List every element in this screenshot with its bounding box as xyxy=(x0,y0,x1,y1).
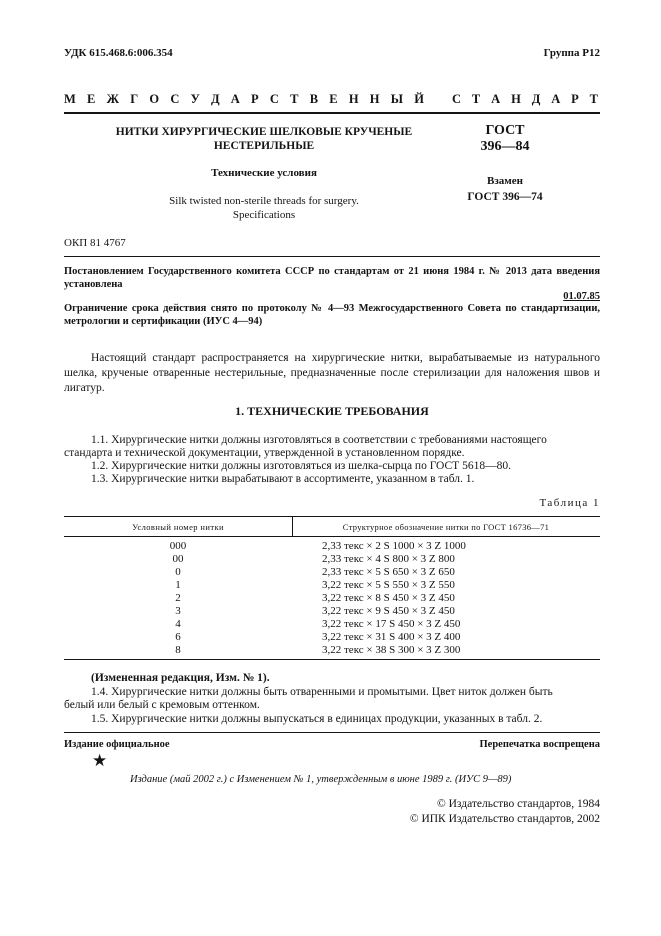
banner-letter: У xyxy=(190,92,200,106)
banner-letter: Н xyxy=(511,92,521,106)
table-header-rule xyxy=(64,536,600,537)
clause-1-2: 1.2. Хирургические нитки должны изготовляться из шелка-сырца по ГОСТ 5618—80. xyxy=(91,460,511,472)
banner-letter: Д xyxy=(210,92,220,106)
table-row xyxy=(64,644,600,656)
table-body xyxy=(64,540,600,660)
title-line-1: НИТКИ ХИРУРГИЧЕСКИЕ ШЕЛКОВЫЕ КРУЧЕНЫЕ xyxy=(115,126,413,138)
thread-structure-cell: 3,22 текс × 17 S 450 × 3 Z 450 xyxy=(322,618,461,630)
banner-rule xyxy=(64,112,600,114)
section-heading: 1. ТЕХНИЧЕСКИЕ ТРЕБОВАНИЯ xyxy=(235,404,429,418)
okp-code: ОКП 81 4767 xyxy=(64,237,126,249)
table-row xyxy=(64,566,600,578)
table-bottom-rule xyxy=(64,659,600,660)
clause-1-3: 1.3. Хирургические нитки вырабатывают в ассортименте, указанном в табл. 1. xyxy=(91,473,475,485)
banner-letter: Н xyxy=(369,92,380,106)
clause-1-1-line-2: стандарта и технической документации, утвержденной в установленном порядке. xyxy=(64,447,465,459)
table-top-rule xyxy=(64,516,600,517)
banner-interstate xyxy=(64,92,424,106)
thread-number-cell: 3 xyxy=(175,605,181,617)
banner-letter: С xyxy=(452,92,462,106)
banner-letter: М xyxy=(64,92,76,106)
thread-number-cell: 6 xyxy=(175,631,181,643)
banner-letter: Т xyxy=(290,92,299,106)
copyright-2002: © ИПК Издательство стандартов, 2002 xyxy=(409,813,600,825)
banner-letter: А xyxy=(491,92,501,106)
intro-paragraph: Настоящий стандарт распространяется на хирургические нитки, вырабатываемые из натурального шелка, крученые отваренные нестерильные, предназначенные после стерилизации для наложения швов и лигатур. xyxy=(64,352,600,394)
banner-letter: С xyxy=(170,92,180,106)
thread-structure-cell: 2,33 текс × 5 S 650 × 3 Z 650 xyxy=(322,566,455,578)
table-row xyxy=(64,579,600,591)
table-caption: Таблица 1 xyxy=(539,497,600,509)
udk-code: УДК 615.468.6:006.354 xyxy=(64,47,173,59)
replaces-label: Взамен xyxy=(487,175,523,187)
limitation-note: Ограничение срока действия снято по протоколу № 4—93 Межгосударственного Совета по стандартизации, метрологии и сертификации (ИУС 4—94) xyxy=(64,303,600,327)
banner-letter: Ж xyxy=(106,92,119,106)
clause-1-5: 1.5. Хирургические нитки должны выпускаться в единицах продукции, указанных в табл. 2. xyxy=(91,713,543,725)
banner-letter: О xyxy=(149,92,160,106)
thread-number-cell: 2 xyxy=(175,592,181,604)
thread-structure-cell: 3,22 текс × 8 S 450 × 3 Z 450 xyxy=(322,592,455,604)
banner-letter: Ы xyxy=(390,92,404,106)
okp-rule xyxy=(64,256,600,257)
banner-letter: А xyxy=(551,92,561,106)
thread-number-cell: 8 xyxy=(175,644,181,656)
thread-number-cell: 1 xyxy=(175,579,181,591)
clause-1-1-line-1: 1.1. Хирургические нитки должны изготовляться в соответствии с требованиями настоящего xyxy=(91,434,547,446)
banner-letter: Н xyxy=(348,92,359,106)
table-row xyxy=(64,605,600,617)
replaces-gost: ГОСТ 396—74 xyxy=(467,191,543,203)
banner-letter: Р xyxy=(571,92,579,106)
footer-rule xyxy=(64,732,600,733)
title-line-2: НЕСТЕРИЛЬНЫЕ xyxy=(213,140,315,152)
thread-structure-cell: 3,22 текс × 9 S 450 × 3 Z 450 xyxy=(322,605,455,617)
gost-label: ГОСТ xyxy=(485,123,525,138)
table-header-number: Условный номер нитки xyxy=(132,522,224,532)
decree-text: Постановлением Государственного комитета СССР по стандартам от 21 июня 1984 г. № 2013 дата введения установлена xyxy=(64,266,600,290)
banner-letter: Т xyxy=(589,92,598,106)
banner-letter: Т xyxy=(471,92,481,106)
english-title-2: Specifications xyxy=(232,209,296,221)
thread-structure-cell: 3,22 текс × 31 S 400 × 3 Z 400 xyxy=(322,631,461,643)
table-row xyxy=(64,592,600,604)
banner-letter: А xyxy=(230,92,240,106)
banner-letter: Д xyxy=(531,92,541,106)
subtitle: Технические условия xyxy=(211,167,317,179)
clause-1-4-line-1: 1.4. Хирургические нитки должны быть отваренными и промытыми. Цвет ниток должен быть xyxy=(91,686,553,698)
thread-number-cell: 4 xyxy=(175,618,181,630)
table-header-structure: Структурное обозначение нитки по ГОСТ 16736—71 xyxy=(342,522,550,532)
introduction-date: 01.07.85 xyxy=(563,291,600,302)
copyright-1984: © Издательство стандартов, 1984 xyxy=(436,798,600,810)
banner-letter: Е xyxy=(87,92,96,106)
banner-standard xyxy=(452,92,598,106)
banner-letter: Р xyxy=(251,92,259,106)
clause-1-4-line-2: белый или белый с кремовым оттенком. xyxy=(64,699,260,711)
table-row xyxy=(64,618,600,630)
star-icon: ★ xyxy=(92,751,108,770)
table-row xyxy=(64,540,600,552)
thread-number-cell: 0 xyxy=(175,566,181,578)
thread-number-cell: 000 xyxy=(169,540,187,552)
amendment-note: (Измененная редакция, Изм. № 1). xyxy=(91,672,270,684)
table-row xyxy=(64,553,600,565)
group-code: Группа Р12 xyxy=(543,47,600,59)
official-edition: Издание официальное xyxy=(64,739,170,750)
thread-structure-cell: 2,33 текс × 4 S 800 × 3 Z 800 xyxy=(322,553,455,565)
table-row xyxy=(64,631,600,643)
english-title-1: Silk twisted non-sterile threads for surgery. xyxy=(169,195,359,207)
thread-structure-cell: 3,22 текс × 38 S 300 × 3 Z 300 xyxy=(322,644,461,656)
reprint-prohibited: Перепечатка воспрещена xyxy=(479,739,600,750)
gost-number: 396—84 xyxy=(480,139,530,154)
thread-structure-cell: 3,22 текс × 5 S 550 × 3 Z 550 xyxy=(322,579,455,591)
edition-note: Издание (май 2002 г.) с Изменением № 1, утвержденным в июне 1989 г. (ИУС 9—89) xyxy=(130,774,512,785)
thread-number-cell: 00 xyxy=(172,553,184,565)
banner-letter: С xyxy=(269,92,279,106)
banner-letter: В xyxy=(309,92,319,106)
banner-letter: Й xyxy=(414,92,424,106)
banner-letter: Г xyxy=(130,92,139,106)
banner-letter: Е xyxy=(329,92,338,106)
thread-structure-cell: 2,33 текс × 2 S 1000 × 3 Z 1000 xyxy=(322,540,466,552)
